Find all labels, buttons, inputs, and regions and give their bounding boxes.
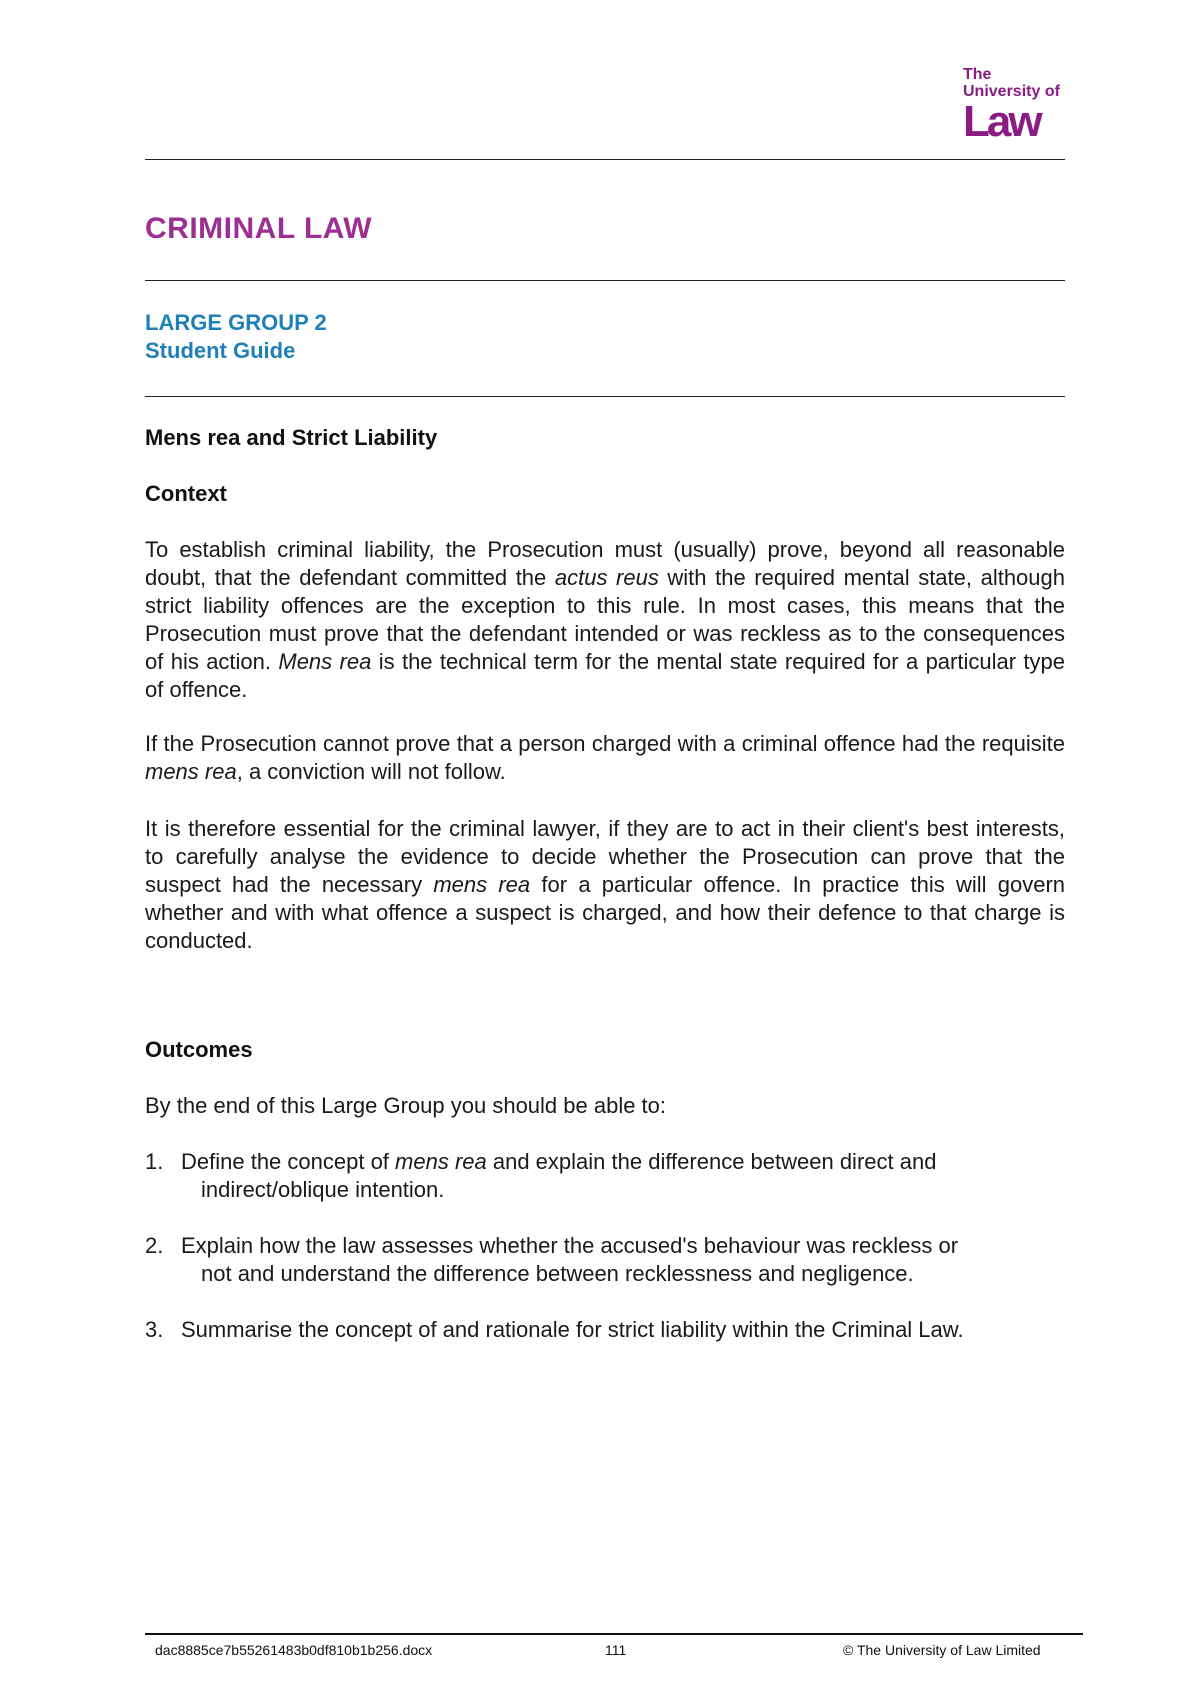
outcomes-heading: Outcomes xyxy=(145,1037,253,1062)
title-divider xyxy=(145,280,1065,281)
outcome-item-1: 1. Define the concept of mens rea and explain the difference between direct and indirect/oblique intention. xyxy=(145,1149,937,1202)
logo-line-3: Law xyxy=(963,97,1040,146)
outcome-item-2: 2. Explain how the law assesses whether the accused's behaviour was reckless or not and understand the difference between recklessness and negligence. xyxy=(145,1233,959,1286)
logo-line-1: The xyxy=(963,66,992,83)
guide-label: Student Guide xyxy=(145,338,296,363)
page-title: CRIMINAL LAW xyxy=(145,212,373,245)
university-logo xyxy=(963,66,1063,146)
outcome-item-3: 3. Summarise the concept of and rationale for strict liability within the Criminal Law. xyxy=(145,1317,964,1342)
outcome-number: 1. xyxy=(145,1149,164,1174)
subtitle-divider xyxy=(145,396,1065,397)
context-paragraph-2: If the Prosecution cannot prove that a person charged with a criminal offence had the requisite mens rea, a conviction will not follow. xyxy=(145,731,1065,784)
header-divider xyxy=(145,159,1065,160)
context-heading: Context xyxy=(145,481,227,506)
outcome-number: 2. xyxy=(145,1233,164,1258)
group-label: LARGE GROUP 2 xyxy=(145,310,327,335)
footer-page-number: 111 xyxy=(605,1642,627,1658)
footer-copyright: © The University of Law Limited xyxy=(843,1642,1041,1658)
outcomes-intro: By the end of this Large Group you should be able to: xyxy=(145,1093,667,1118)
outcome-number: 3. xyxy=(145,1317,164,1342)
footer-filename: dac8885ce7b55261483b0df810b1b256.docx xyxy=(155,1642,433,1658)
section-heading: Mens rea and Strict Liability xyxy=(145,425,438,450)
footer-divider xyxy=(145,1633,1083,1635)
logo-line-2: University of xyxy=(963,83,1060,100)
context-paragraph-3: It is therefore essential for the criminal lawyer, if they are to act in their client's best interests, to carefully analyse the evidence to decide whether the Prosecution can prove that the suspect had the necessary mens rea for a particular offence. In practice this will govern whether and with what offence a suspect is charged, and how their defence to that charge is conducted. xyxy=(145,816,1066,953)
context-paragraph-1: To establish criminal liability, the Prosecution must (usually) prove, beyond all reasonable doubt, that the defendant committed the actus reus with the required mental state, although strict liability offences are the exception to this rule. In most cases, this means that the Prosecution must prove that the defendant intended or was reckless as to the consequences of his action. Mens rea is the technical term for the mental state required for a particular type of offence. xyxy=(145,537,1065,702)
